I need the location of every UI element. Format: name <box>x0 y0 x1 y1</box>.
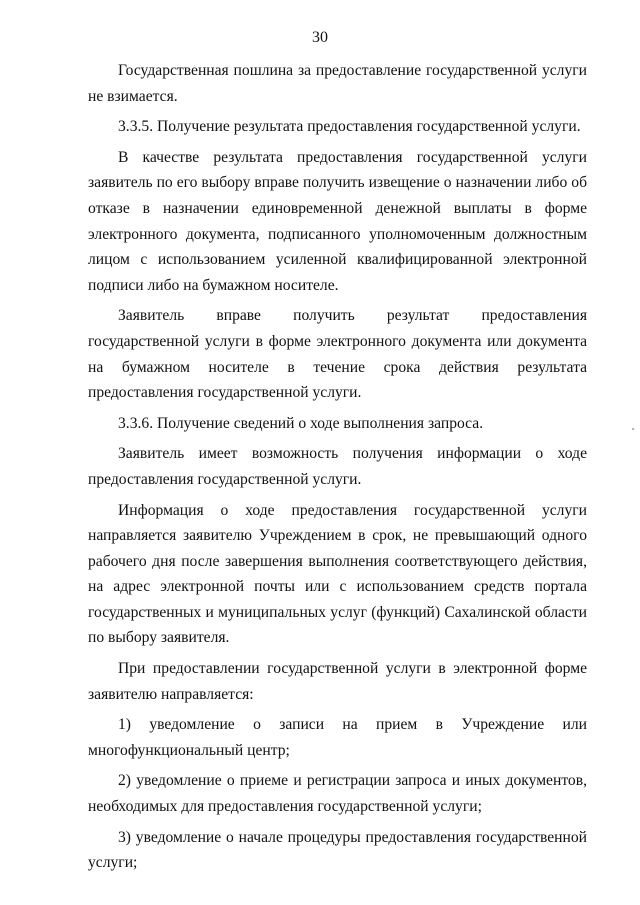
paragraph-result-right: Заявитель вправе получить результат предоставления государственной услуги в форме электронного документа или документа на бумажном носителе в течение срока действия результата предоставления государственной услуги. <box>88 307 587 402</box>
list-item-3: 3) уведомление о начале процедуры предоставления государственной услуги; <box>88 828 587 872</box>
paragraph-status-information: Информация о ходе предоставления государственной услуги направляется заявителю Учреждением в срок, не превышающий одного рабочего дня после завершения выполнения соответствующего действия, на адрес электронной почты или с использованием средств портала государственных и муниципальных услуг (функций) Сахалинской области по выбору заявителя. <box>88 501 587 647</box>
list-item-2: 2) уведомление о приеме и регистрации запроса и иных документов, необходимых для предоставления государственной услуги; <box>88 772 587 816</box>
document-body <box>88 58 587 881</box>
heading-3-3-5: 3.3.5. Получение результата предоставления государственной услуги. <box>118 118 581 136</box>
paragraph-state-fee: Государственная пошлина за предоставление государственной услуги не взимается. <box>88 62 587 105</box>
scan-speck <box>632 428 634 430</box>
paragraph-electronic-notifications: При предоставлении государственной услуги в электронной форме заявителю направляется: <box>88 660 587 703</box>
paragraph-status-possibility: Заявитель имеет возможность получения информации о ходе предоставления государственной услуги. <box>88 445 587 488</box>
paragraph-result-options: В качестве результата предоставления государственной услуги заявитель по его выбору вправе получить извещение о назначении либо об отказе в назначении единовременной денежной выплаты в форме электронного документа, подписанного уполномоченным должностным лицом с использованием усиленной квалифицированной электронной подписи либо на бумажном носителе. <box>88 148 587 294</box>
list-item-1: 1) уведомление о записи на прием в Учреждение или многофункциональный центр; <box>88 716 587 759</box>
heading-3-3-6: 3.3.6. Получение сведений о ходе выполнения запроса. <box>118 414 484 432</box>
page-number: 30 <box>312 29 328 46</box>
